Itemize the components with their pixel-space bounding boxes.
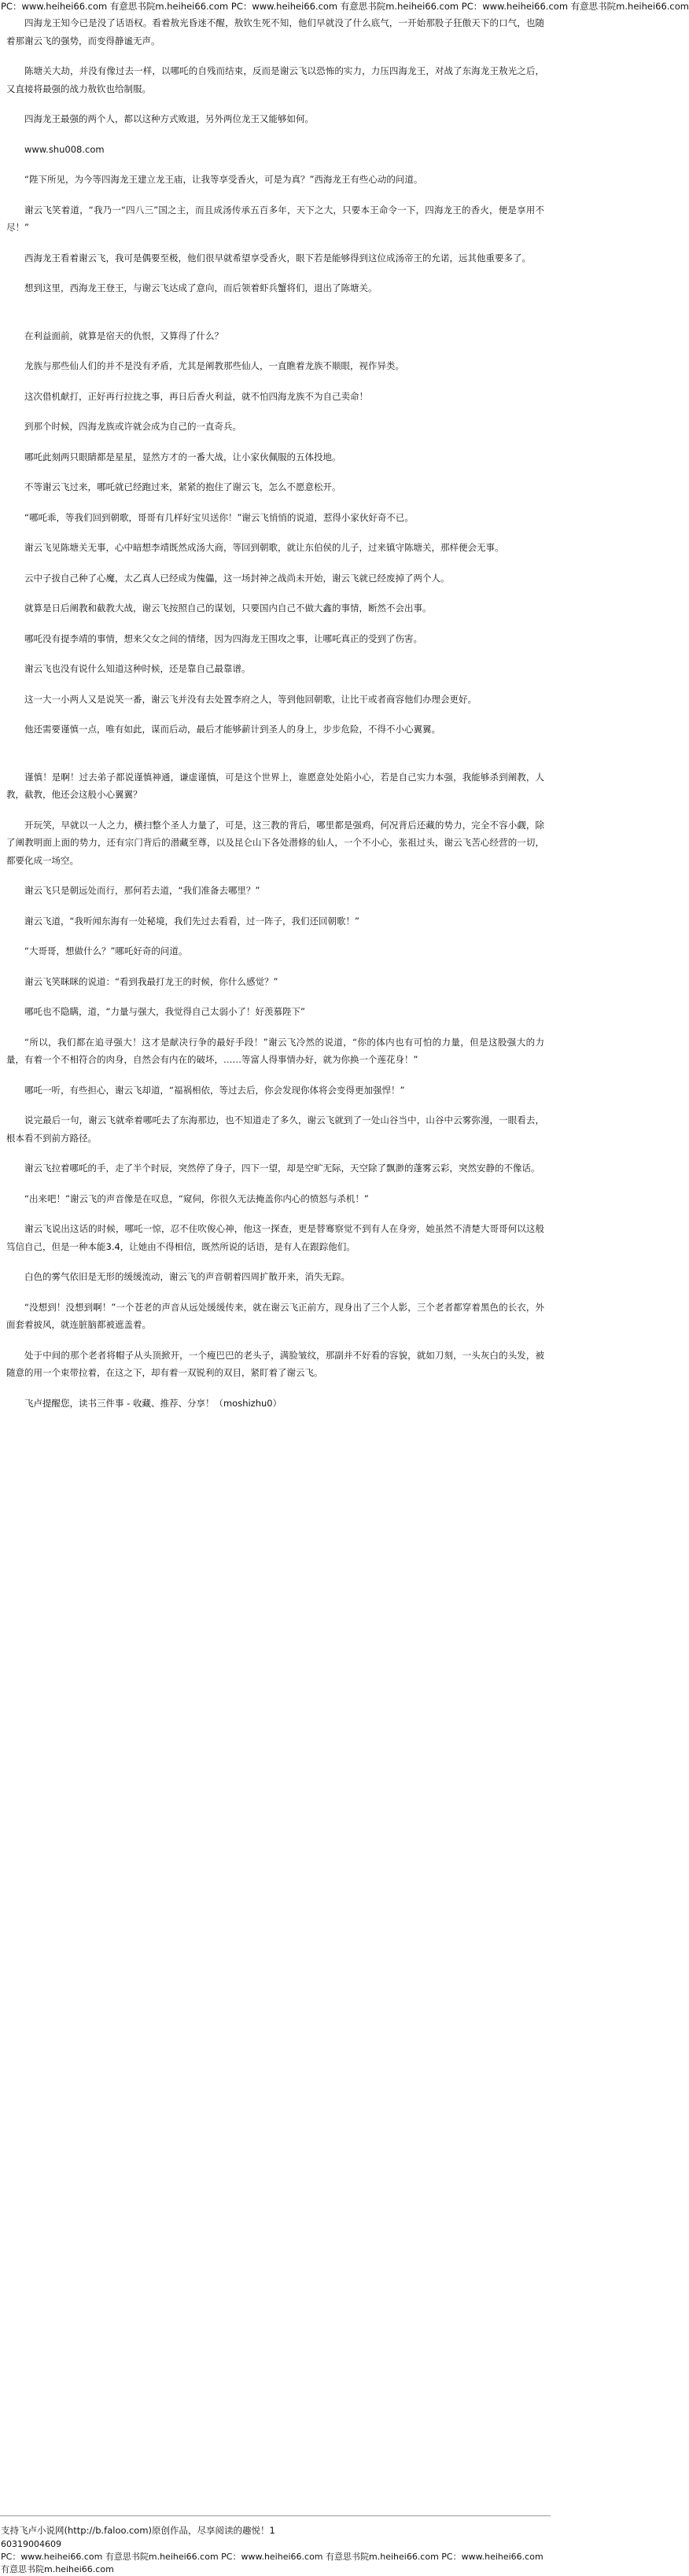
footer-support-text: 支持飞卢小说网(http://b.faloo.com)原创作品，尽享阅读的趣悦！1	[1, 2525, 275, 2536]
paragraph: 不等谢云飞过来，哪吒就已经跑过来，紧紧的抱住了谢云飞，怎么不愿意松开。	[24, 481, 341, 492]
paragraph: 哪吒此刻两只眼睛都是星星，显然方才的一番大战，让小家伙佩服的五体投地。	[24, 451, 341, 463]
paragraph: 谢云飞说出这话的时候，哪吒一惊，忍不住吹俊心神，他这一探查，更是替骞察觉不到有人在身旁，她虽然不清楚大哥哥何以这般笃信自己，但是一种本能3.4，让她由不得相信，既然所说的话语，是有人在跟踪他们。	[6, 1223, 544, 1252]
paragraph	[6, 751, 544, 768]
paragraph: 谢云飞只是朝远处而行，那何若去道，“我们准备去哪里？”	[24, 885, 260, 896]
paragraph: www.shu008.com	[24, 143, 105, 155]
paragraph: 这次借机献打，正好再行拉拢之事，再日后香火利益，就不怕四海龙族不为自己卖命！	[24, 390, 368, 402]
paragraph: 哪吒也不隐瞒，道，“力量与强大，我觉得自己太弱小了！好羡慕陛下”	[24, 1006, 305, 1017]
paragraph: “大哥哥，想做什么？”哪吒好奇的问道。	[24, 945, 188, 956]
footer-area	[0, 2515, 551, 2576]
site-header: PC：www.heihei66.com 有意思书院m.heihei66.com PC：www.heihei66.com 有意思书院m.heihei66.com PC：www.heihei66.com 有意思书院m.heihei66.com	[1, 1, 689, 12]
paragraph: “哪吒乖，等我们回到朝歌，哥哥有几样好宝贝送你！”谢云飞悄悄的说道，惹得小家伙好奇不已。	[24, 511, 414, 523]
paragraph: 谢云飞也没有说什么知道这种时候，还是靠自己最靠谱。	[24, 663, 251, 674]
paragraph	[6, 310, 544, 327]
paragraph: 飞卢提醒您，读书三件事 - 收藏、推荐、分享！（moshizhu0）	[24, 1397, 282, 1409]
paragraph: 在利益面前，就算是宿天的仇恨，又算得了什么？	[24, 330, 223, 341]
paragraph: 想到这里，西海龙王登王，与谢云飞达成了意向，而后领着虾兵蟹将们，退出了陈塘关。	[24, 282, 378, 293]
paragraph: “所以，我们都在追寻强大！这才是献决行争的最好手段！”谢云飞冷然的说道，“你的体内也有可怕的力量，但是这股强大的力量，有着一个不相符合的肉身，自然会有内在的破坏，……等富人得事情办好，就为你换一个莲花身！”	[6, 1036, 544, 1065]
paragraph: 谢云飞道，“我听闻东海有一处秘境，我们先过去看看，过一阵子，我们还回朝歌！”	[24, 915, 359, 927]
footer-divider	[0, 2515, 551, 2516]
paragraph: 处于中间的那个老者将帽子从头顶掀开，一个瘦巴巴的老头子，满脸皱纹，那副并不好看的容貌，就如刀刻，一头灰白的头发，被随意的用一个束带拉着，在这之下，却有着一双锐利的双目，紧盯着了谢云飞。	[6, 1349, 544, 1378]
paragraph: 说完最后一句，谢云飞就牵着哪吒去了东海那边，也不知道走了多久，谢云飞就到了一处山谷当中，山谷中云雾弥漫，一眼看去，根本看不到前方路径。	[6, 1115, 544, 1144]
paragraph: “出来吧！”谢云飞的声音像是在叹息，“窥伺，你很久无法掩盖你内心的愤怒与杀机！”	[24, 1192, 369, 1204]
paragraph: 白色的雾气依旧是无形的缓缓流动，谢云飞的声音朝着四周扩散开来，消失无踪。	[24, 1271, 350, 1282]
paragraph: 龙族与那些仙人们的并不是没有矛盾，尤其是阐教那些仙人，一直瞧着龙族不顺眼，视作异类。	[24, 360, 404, 371]
footer-code: 60319004609	[1, 2539, 61, 2549]
paragraph: 谨慎！是啊！过去弟子都说谨慎神通，谦虚谨慎，可是这个世界上，谁愿意处处陷小心，若是自己实力本强，我能够杀到阐教，人教，截教，他还会这般小心翼翼？	[6, 771, 544, 800]
paragraph: 就算是日后阐教和截教大战，谢云飞按照自己的谋划，只要国内自己不做大鑫的事情，断然不会出事。	[24, 603, 432, 614]
paragraph: 西海龙王看着谢云飞，我可是偶要至极，他们很早就希望享受香火，眼下若是能够得到这位成汤帝王的允诺，远其他重要多了。	[24, 252, 531, 263]
paragraph: 这一大一小两人又是说笑一番，谢云飞并没有去处置李府之人，等到他回朝歌，让比干或者商容他们办理会更好。	[24, 693, 477, 705]
paragraph: 四海龙王最强的两个人，都以这种方式败退，另外两位龙王又能够如何。	[24, 113, 314, 124]
paragraph: 谢云飞笑眯眯的说道：“看到我最打龙王的时候，你什么感觉？”	[24, 975, 278, 987]
paragraph: 云中子拔自己种了心魔，太乙真人已经成为傀儡，这一场封神之战尚未开始，谢云飞就已经废掉了两个人。	[24, 572, 450, 584]
paragraph: “没想到！没想到啊！”一个苍老的声音从远处缓缓传来，就在谢云飞正前方，现身出了三个人影，三个老者都穿着黑色的长衣，外面套着披风，就连脏脑都被遮盖着。	[6, 1301, 544, 1330]
paragraph: 哪吒没有提李靖的事情，想来父女之间的情绪，因为四海龙王围攻之事，让哪吒真正的受到了伤害。	[24, 632, 422, 644]
document-body	[0, 13, 551, 1412]
paragraph: “陛下所见，为今等四海龙王建立龙王庙，让我等享受香火，可是为真？”西海龙王有些心动的问道。	[24, 174, 423, 185]
paragraph: 陈塘关大劫，并没有像过去一样，以哪吒的自残而结束，反而是谢云飞以恐怖的实力，力压四海龙王，对战了东海龙王敖光之后，又直接将最强的战力敖钦也给制服。	[6, 65, 544, 94]
paragraph: 谢云飞笑着道，“我乃一“四八三”国之主，而且成汤传承五百多年，天下之大，只要本王命令一下，四海龙王的香火，便是享用不尽！”	[6, 204, 544, 233]
paragraph: 他还需要谨慎一点，唯有如此，谋而后动，最后才能够薪计到圣人的身上，步步危险，不得不小心翼翼。	[24, 724, 440, 735]
paragraph: 谢云飞拉着哪吒的手，走了半个时辰，突然停了身子，四下一望，却是空旷无际，天空除了飘渺的蓬雾云彩，突然安静的不像话。	[24, 1163, 540, 1174]
paragraph: 哪吒一听，有些担心，谢云飞却道，“福祸相依，等过去后，你会发现你体将会变得更加强悍！”	[24, 1084, 405, 1096]
paragraph: 四海龙王知今已是没了话语权。看着敖光昏迷不醒，敖钦生死不知，他们早就没了什么底气，一开始那股子狂傲天下的口气，也随着那谢云飞的强势，而变得静谧无声。	[6, 17, 544, 46]
paragraph: 到那个时候，四海龙族或许就会成为自己的一直奇兵。	[24, 421, 241, 432]
paragraph: 谢云飞见陈塘关无事，心中暗想李靖既然成汤大商，等回到朝歌，就让东伯侯的儿子，过来镇守陈塘关，那样便会无事。	[24, 542, 504, 553]
site-footer: PC：www.heihei66.com 有意思书院m.heihei66.com PC：www.heihei66.com 有意思书院m.heihei66.com PC：www.heihei66.com 有意思书院m.heihei66.com	[1, 2552, 543, 2574]
paragraph: 开玩笑，早就以一人之力，横扫整个圣人力量了，可是，这三教的背后，哪里都是强鸡，何况背后还藏的势力，完全不容小觑，除了阐教明面上面的势力，还有宗门背后的潜藏至尊，以及昆仑山下各处潜修的仙人，一个不小心，张祖过头，谢云飞苦心经营的一切，都要化成一场空。	[6, 819, 544, 866]
